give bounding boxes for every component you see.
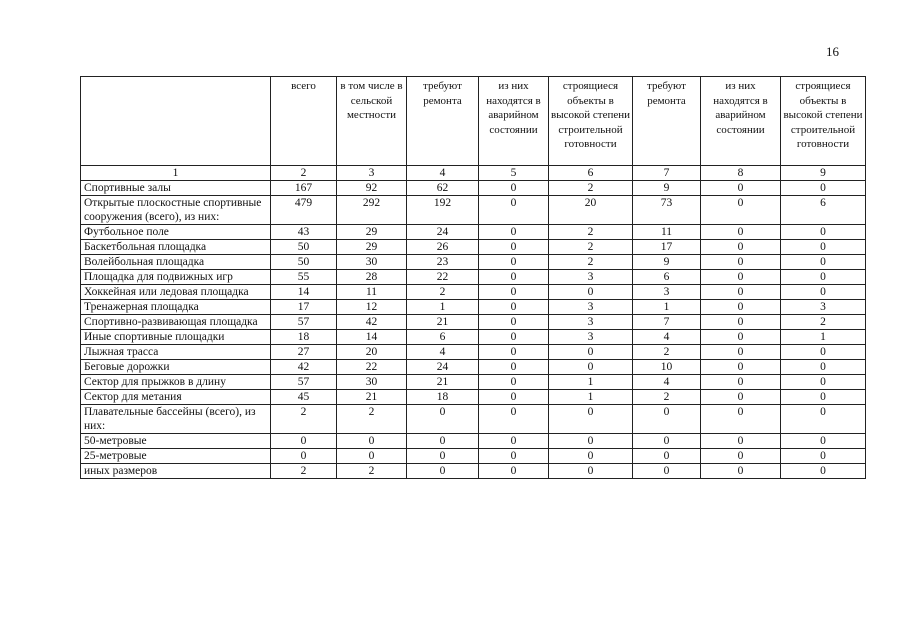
table-cell: 10 <box>633 360 701 375</box>
column-number: 1 <box>81 166 271 181</box>
table-cell: 0 <box>479 255 549 270</box>
table-cell: 7 <box>633 315 701 330</box>
table-cell: 0 <box>479 300 549 315</box>
table-cell: 42 <box>271 360 337 375</box>
table-cell: 0 <box>701 285 781 300</box>
table-cell: 167 <box>271 181 337 196</box>
row-label: Сектор для метания <box>81 390 271 405</box>
table-cell: 4 <box>633 330 701 345</box>
table-cell: 62 <box>407 181 479 196</box>
header-cell: из них находятся в аварийном состоянии <box>479 77 549 166</box>
table-cell: 22 <box>407 270 479 285</box>
table-cell: 0 <box>781 360 866 375</box>
table-cell: 1 <box>549 390 633 405</box>
table-cell: 0 <box>781 449 866 464</box>
column-number: 7 <box>633 166 701 181</box>
row-label: Открытые плоскостные спортивные сооружения (всего), из них: <box>81 196 271 225</box>
table-cell: 0 <box>781 270 866 285</box>
table-cell: 2 <box>337 405 407 434</box>
row-label: Футбольное поле <box>81 225 271 240</box>
table-cell: 0 <box>271 434 337 449</box>
table-cell: 0 <box>701 375 781 390</box>
table-cell: 0 <box>701 255 781 270</box>
header-cell: строящиеся объекты в высокой степени строительной готовности <box>781 77 866 166</box>
table-cell: 30 <box>337 255 407 270</box>
table-cell: 14 <box>337 330 407 345</box>
table-row <box>81 360 866 375</box>
table-cell: 0 <box>271 449 337 464</box>
table-cell: 0 <box>479 315 549 330</box>
table-cell: 42 <box>337 315 407 330</box>
row-label: Лыжная трасса <box>81 345 271 360</box>
table-row <box>81 330 866 345</box>
table-cell: 22 <box>337 360 407 375</box>
table-cell: 9 <box>633 255 701 270</box>
table-cell: 3 <box>633 285 701 300</box>
column-number: 5 <box>479 166 549 181</box>
table-row <box>81 390 866 405</box>
table-cell: 6 <box>407 330 479 345</box>
table-cell: 21 <box>407 315 479 330</box>
table-cell: 57 <box>271 375 337 390</box>
table-row <box>81 225 866 240</box>
table-cell: 0 <box>781 285 866 300</box>
table-cell: 20 <box>549 196 633 225</box>
table-cell: 0 <box>407 405 479 434</box>
table-cell: 0 <box>549 434 633 449</box>
page-number: 16 <box>826 44 839 59</box>
row-label: Площадка для подвижных игр <box>81 270 271 285</box>
row-label: Хоккейная или ледовая площадка <box>81 285 271 300</box>
table-cell: 0 <box>479 240 549 255</box>
header-cell: требуют ремонта <box>407 77 479 166</box>
table-cell: 2 <box>549 255 633 270</box>
table-cell: 0 <box>781 375 866 390</box>
table-cell: 21 <box>407 375 479 390</box>
table-cell: 0 <box>479 345 549 360</box>
row-label: Баскетбольная площадка <box>81 240 271 255</box>
table-cell: 0 <box>701 300 781 315</box>
table-cell: 0 <box>781 181 866 196</box>
table-cell: 0 <box>701 270 781 285</box>
table-cell: 9 <box>633 181 701 196</box>
table-cell: 23 <box>407 255 479 270</box>
table-cell: 0 <box>479 285 549 300</box>
table-cell: 0 <box>701 390 781 405</box>
table-cell: 2 <box>271 464 337 479</box>
table-cell: 2 <box>633 390 701 405</box>
table-cell: 0 <box>701 345 781 360</box>
column-number-row <box>81 166 866 181</box>
table-cell: 3 <box>549 270 633 285</box>
table-cell: 11 <box>337 285 407 300</box>
table-cell: 0 <box>781 390 866 405</box>
table-cell: 3 <box>549 330 633 345</box>
table-cell: 30 <box>337 375 407 390</box>
table-cell: 3 <box>781 300 866 315</box>
row-label: Волейбольная площадка <box>81 255 271 270</box>
table-cell: 0 <box>701 330 781 345</box>
table-cell: 2 <box>549 181 633 196</box>
table-cell: 1 <box>549 375 633 390</box>
table-cell: 27 <box>271 345 337 360</box>
table-cell: 2 <box>549 240 633 255</box>
table-cell: 6 <box>781 196 866 225</box>
table-cell: 2 <box>407 285 479 300</box>
table-cell: 0 <box>701 225 781 240</box>
table-cell: 0 <box>781 240 866 255</box>
table-cell: 0 <box>781 434 866 449</box>
table-row <box>81 300 866 315</box>
row-label: Спортивно-развивающая площадка <box>81 315 271 330</box>
table-cell: 11 <box>633 225 701 240</box>
table-cell: 92 <box>337 181 407 196</box>
table-cell: 1 <box>781 330 866 345</box>
table-cell: 50 <box>271 255 337 270</box>
table-cell: 0 <box>337 449 407 464</box>
table-cell: 0 <box>633 434 701 449</box>
table-cell: 0 <box>479 196 549 225</box>
table-cell: 18 <box>271 330 337 345</box>
table-cell: 0 <box>407 434 479 449</box>
table-cell: 0 <box>781 405 866 434</box>
table-cell: 0 <box>701 181 781 196</box>
table-cell: 0 <box>701 315 781 330</box>
table-cell: 292 <box>337 196 407 225</box>
table-cell: 0 <box>549 345 633 360</box>
column-number: 8 <box>701 166 781 181</box>
table-cell: 0 <box>633 405 701 434</box>
table-cell: 4 <box>407 345 479 360</box>
table-cell: 192 <box>407 196 479 225</box>
table-cell: 0 <box>549 464 633 479</box>
table-cell: 0 <box>479 405 549 434</box>
table-cell: 4 <box>633 375 701 390</box>
table-row <box>81 449 866 464</box>
table-cell: 2 <box>337 464 407 479</box>
table-cell: 2 <box>549 225 633 240</box>
table-cell: 55 <box>271 270 337 285</box>
table-cell: 0 <box>701 196 781 225</box>
table-row <box>81 181 866 196</box>
table-row <box>81 375 866 390</box>
table-cell: 12 <box>337 300 407 315</box>
table-cell: 2 <box>781 315 866 330</box>
sports-facilities-table <box>80 76 866 479</box>
table-cell: 28 <box>337 270 407 285</box>
header-cell <box>81 77 271 166</box>
table-cell: 0 <box>701 434 781 449</box>
table-cell: 0 <box>479 330 549 345</box>
table-cell: 0 <box>337 434 407 449</box>
table-cell: 0 <box>781 345 866 360</box>
table-row <box>81 196 866 225</box>
table-cell: 1 <box>407 300 479 315</box>
row-label: Сектор для прыжков в длину <box>81 375 271 390</box>
table-cell: 43 <box>271 225 337 240</box>
table-cell: 0 <box>479 434 549 449</box>
table-cell: 0 <box>549 449 633 464</box>
column-number: 6 <box>549 166 633 181</box>
row-label: Плавательные бассейны (всего), из них: <box>81 405 271 434</box>
table-row <box>81 285 866 300</box>
table-cell: 0 <box>479 270 549 285</box>
table-cell: 0 <box>479 464 549 479</box>
table-cell: 18 <box>407 390 479 405</box>
table-cell: 0 <box>549 285 633 300</box>
table-cell: 0 <box>479 181 549 196</box>
table-cell: 14 <box>271 285 337 300</box>
table-cell: 50 <box>271 240 337 255</box>
row-label: Спортивные залы <box>81 181 271 196</box>
table-cell: 2 <box>633 345 701 360</box>
column-number: 3 <box>337 166 407 181</box>
row-label: 25-метровые <box>81 449 271 464</box>
table-cell: 0 <box>479 360 549 375</box>
column-number: 9 <box>781 166 866 181</box>
table-cell: 20 <box>337 345 407 360</box>
header-cell: из них находятся в аварийном состоянии <box>701 77 781 166</box>
column-number: 2 <box>271 166 337 181</box>
table-cell: 73 <box>633 196 701 225</box>
table-cell: 24 <box>407 225 479 240</box>
table-cell: 0 <box>781 255 866 270</box>
row-label: Тренажерная площадка <box>81 300 271 315</box>
table-cell: 29 <box>337 240 407 255</box>
table-cell: 0 <box>701 360 781 375</box>
table-cell: 0 <box>479 225 549 240</box>
table-cell: 0 <box>407 449 479 464</box>
table-cell: 0 <box>407 464 479 479</box>
table-cell: 3 <box>549 315 633 330</box>
table-cell: 57 <box>271 315 337 330</box>
table-cell: 0 <box>633 464 701 479</box>
table-cell: 0 <box>781 464 866 479</box>
table-cell: 0 <box>479 449 549 464</box>
table-cell: 0 <box>701 240 781 255</box>
column-number: 4 <box>407 166 479 181</box>
table-row <box>81 434 866 449</box>
table-cell: 1 <box>633 300 701 315</box>
table-cell: 29 <box>337 225 407 240</box>
table-row <box>81 270 866 285</box>
row-label: Иные спортивные площадки <box>81 330 271 345</box>
table-row <box>81 240 866 255</box>
table-cell: 24 <box>407 360 479 375</box>
table-cell: 3 <box>549 300 633 315</box>
table-cell: 0 <box>549 405 633 434</box>
table-row <box>81 255 866 270</box>
table-cell: 2 <box>271 405 337 434</box>
table-cell: 6 <box>633 270 701 285</box>
row-label: Беговые дорожки <box>81 360 271 375</box>
table-cell: 26 <box>407 240 479 255</box>
table-cell: 0 <box>479 390 549 405</box>
table-cell: 0 <box>633 449 701 464</box>
table-cell: 479 <box>271 196 337 225</box>
table-cell: 21 <box>337 390 407 405</box>
header-cell: всего <box>271 77 337 166</box>
table-cell: 0 <box>479 375 549 390</box>
table-cell: 0 <box>701 464 781 479</box>
table-row <box>81 345 866 360</box>
table-row <box>81 464 866 479</box>
table-cell: 17 <box>633 240 701 255</box>
table-cell: 0 <box>781 225 866 240</box>
header-row <box>81 77 866 166</box>
table-row <box>81 315 866 330</box>
row-label: 50-метровые <box>81 434 271 449</box>
table-cell: 0 <box>701 449 781 464</box>
table-row <box>81 405 866 434</box>
row-label: иных размеров <box>81 464 271 479</box>
header-cell: в том числе в сельской местности <box>337 77 407 166</box>
table-cell: 45 <box>271 390 337 405</box>
header-cell: требуют ремонта <box>633 77 701 166</box>
table-cell: 0 <box>549 360 633 375</box>
table-cell: 17 <box>271 300 337 315</box>
table-cell: 0 <box>701 405 781 434</box>
header-cell: строящиеся объекты в высокой степени строительной готовности <box>549 77 633 166</box>
